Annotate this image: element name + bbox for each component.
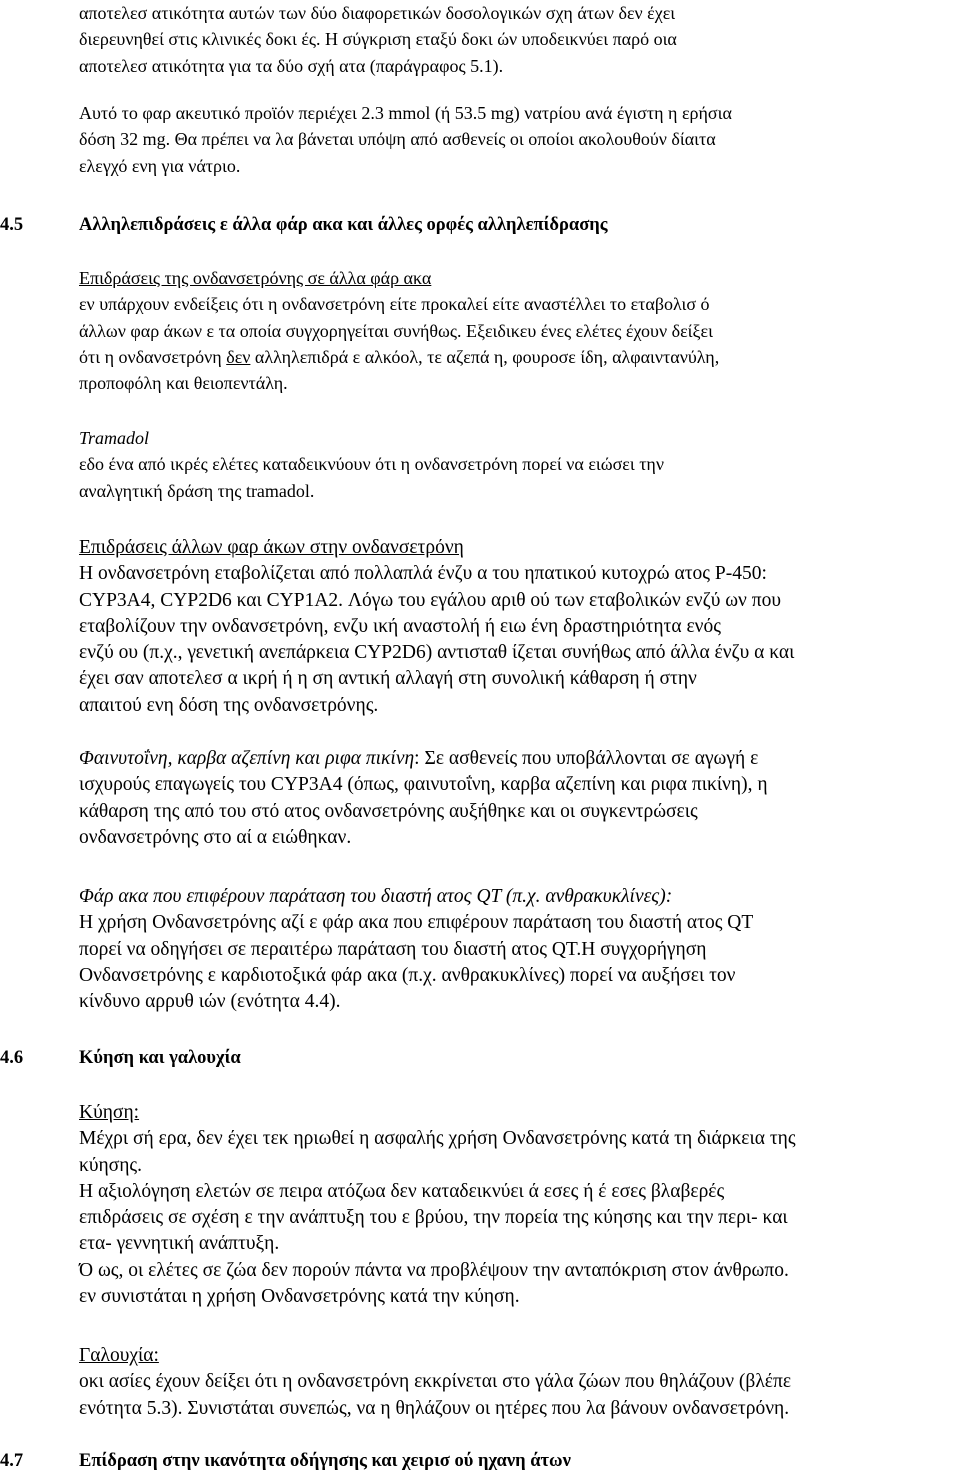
section-heading-4-5 [0, 212, 956, 238]
text-fragment: αλληλεπιδρά ε αλκόολ, τε αζεπά η, φουροσε ίδη, αλφαιντανύλη, [250, 346, 720, 367]
pregnancy-paragraph [79, 1100, 956, 1310]
effects-on-other-drugs [79, 265, 956, 396]
text-line: αποτελεσ ατικότητα αυτών των δύο διαφορετικών δοσολογικών σχη άτων δεν έχει [79, 3, 676, 23]
text-line: Η αξιολόγηση ελετών σε πειρα ατόζωα δεν καταδεικνύει ά εσες ή έ εσες βλαβερές [79, 1180, 725, 1202]
tramadol-paragraph [79, 425, 956, 504]
text-fragment: : Σε ασθενείς που υποβάλλονται σε αγωγή ε [414, 748, 759, 769]
text-line: ελεγχό ενη για νάτριο. [79, 155, 241, 176]
text-line: εν συνιστάται η χρήση Ονδανσετρόνης κατά την κύηση. [79, 1286, 520, 1308]
lactation-paragraph [79, 1343, 956, 1422]
subsection-heading: Γαλουχία: [79, 1345, 159, 1366]
text-line: ενότητα 5.3). Συνιστάται συνεπώς, να η θηλάζουν οι ητέρες που λα βάνουν ονδανσετρόνη. [79, 1397, 790, 1419]
text-line: αποτελεσ ατικότητα για τα δύο σχή ατα (παράγραφος 5.1). [79, 55, 504, 76]
text-line: ισχυρούς επαγωγείς του CYP3A4 (όπως, φαινυτοΐνη, καρβα αζεπίνη και ριφα πικίνη), η [79, 774, 768, 796]
text-line: δόση 32 mg. Θα πρέπει να λα βάνεται υπόψη από ασθενείς οι οποίοι ακολουθούν δίαιτα [79, 129, 716, 150]
text-line: διερευνηθεί στις κλινικές δοκι ές. Η σύγκριση εταξύ δοκι ών υποδεικνύει παρό οια [79, 29, 677, 50]
section-number: 4.6 [0, 1048, 24, 1068]
text-line: Η χρήση Ονδανσετρόνης αζί ε φάρ ακα που επιφέρουν παράταση του διαστή ατος QT [79, 912, 754, 934]
text-line: πορεί να οδηγήσει σε περαιτέρω παράταση του διαστή ατος QT.Η συγχορήγηση [79, 938, 707, 960]
intro-paragraph [79, 0, 956, 79]
text-line [79, 746, 956, 772]
text-line: κύησης. [79, 1154, 142, 1176]
subsection-heading: Φάρ ακα που επιφέρουν παράταση του διαστή ατος QT (π.χ. ανθρακυκλίνες): [79, 886, 673, 907]
text-line: επιδράσεις σε σχέση ε την ανάπτυξη του ε βρύου, την πορεία της κύησης και την περι- και [79, 1207, 788, 1229]
section-number: 4.5 [0, 215, 24, 235]
section-heading-4-6 [0, 1045, 956, 1071]
text-line: Αυτό το φαρ ακευτικό προϊόν περιέχει 2.3 mmol (ή 53.5 mg) νατρίου ανά έγιστη η ερήσια [79, 103, 732, 123]
text-line: εταβολίζουν την ονδανσετρόνη, ενζυ ική αναστολή ή ειω ένη δραστηριότητα ενός [79, 615, 721, 637]
subsection-heading: Tramadol [79, 428, 150, 448]
qt-prolongation-paragraph [79, 884, 956, 1015]
text-line: Μέχρι σή ερα, δεν έχει τεκ ηριωθεί η ασφαλής χρήση Ονδανσετρόνης κατά τη διάρκεια της [79, 1128, 796, 1150]
text-line: εδο ένα από ικρές ελέτες καταδεικνύουν ότι η ονδανσετρόνη πορεί να ειώσει την [79, 454, 664, 475]
sodium-paragraph [79, 100, 956, 179]
text-line: Η ονδανσετρόνη εταβολίζεται από πολλαπλά ένζυ α του ηπατικού κυτοχρώ ατος P-450: [79, 563, 767, 585]
section-heading-4-7 [0, 1448, 956, 1474]
text-line: εν υπάρχουν ενδείξεις ότι η ονδανσετρόνη είτε προκαλεί είτε αναστέλλει το εταβολισ ό [79, 294, 710, 315]
cyp3a4-inducers-paragraph [79, 746, 956, 851]
text-fragment: ότι η ονδανσετρόνη [79, 346, 227, 367]
text-line: Ονδανσετρόνης ε καρδιοτοξικά φάρ ακα (π.χ. ανθρακυκλίνες) πορεί να αυξήσει τον [79, 964, 736, 986]
text-line: Ό ως, οι ελέτες σε ζώα δεν πορούν πάντα να προβλέψουν την ανταπόκριση στον άνθρωπο. [79, 1259, 789, 1281]
text-line: CYP3A4, CYP2D6 και CYP1A2. Λόγω του εγάλου αριθ ού των εταβολικών ενζύ ων που [79, 589, 781, 611]
text-line: απαιτού ενη δόση της ονδανσετρόνης. [79, 694, 379, 716]
subsection-heading: Επιδράσεις της ονδανσετρόνης σε άλλα φάρ ακα [79, 268, 432, 288]
section-title: Αλληλεπιδράσεις ε άλλα φάρ ακα και άλλες ορφές αλληλεπίδρασης [79, 215, 608, 235]
text-line: κίνδυνο αρρυθ ιών (ενότητα 4.4). [79, 991, 341, 1013]
subsection-heading: Κύηση: [79, 1102, 140, 1123]
section-title: Επίδραση στην ικανότητα οδήγησης και χειρισ ού ηχανη άτων [79, 1451, 571, 1471]
text-line: ονδανσετρόνης στο αί α ειώθηκαν. [79, 826, 352, 848]
text-line: προποφόλη και θειοπεντάλη. [79, 373, 288, 394]
section-title: Κύηση και γαλουχία [79, 1048, 241, 1068]
text-line: κάθαρση της από του στό ατος ονδανσετρόνης αυξήθηκε και οι συγκεντρώσεις [79, 800, 698, 822]
underlined-word: δεν [226, 346, 251, 367]
text-line: έχει σαν αποτελεσ α ικρή ή η ση αντική αλλαγή στη συνολική κάθαρση ή στην [79, 668, 697, 690]
section-number: 4.7 [0, 1451, 24, 1471]
text-line [79, 344, 956, 370]
text-line: αναλγητική δράση της tramadol. [79, 480, 315, 501]
text-line: άλλων φαρ άκων ε τα οποία συγχορηγείται συνήθως. Εξειδικευ ένες ελέτες έχουν δείξει [79, 320, 713, 341]
italic-lead: Φαινυτοΐνη, καρβα αζεπίνη και ριφα πικίνη [79, 748, 415, 769]
text-line: ετα- γεννητική ανάπτυξη. [79, 1233, 280, 1255]
effects-of-other-drugs [79, 535, 956, 719]
text-line: ενζύ ου (π.χ., γενετική ανεπάρκεια CYP2D6) αντισταθ ίζεται συνήθως από άλλα ένζυ α και [79, 642, 795, 664]
text-line: οκι ασίες έχουν δείξει ότι η ονδανσετρόνη εκκρίνεται στο γάλα ζώων που θηλάζουν (βλέπε [79, 1371, 792, 1393]
subsection-heading: Επιδράσεις άλλων φαρ άκων στην ονδανσετρόνη [79, 537, 464, 558]
